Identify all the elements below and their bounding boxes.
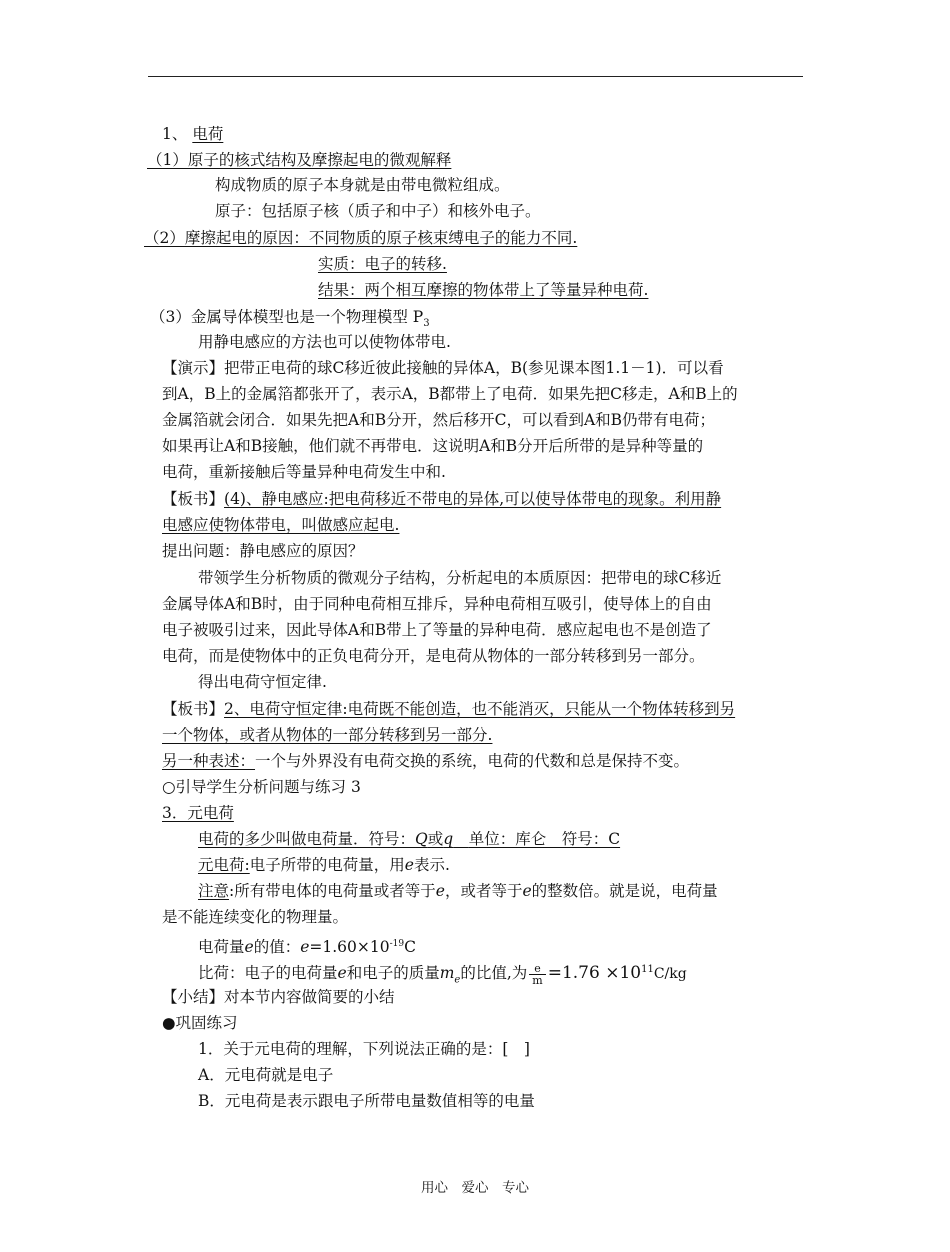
symbol-e: e — [337, 964, 347, 983]
section-1-title: （1）原子的核式结构及摩擦起电的微观解释 — [147, 151, 452, 169]
board-text: 2、电荷守恒定律:电荷既不能创造，也不能消灭，只能从一个物体转移到另 — [224, 700, 736, 718]
guide-line: ○引导学生分析问题与练习 3 — [162, 778, 361, 796]
fraction-numerator: e — [529, 963, 545, 975]
demo-text: 把带正电荷的球C移近彼此接触的异体A，B(参见课本图1.1－1)．可以看 — [224, 359, 724, 377]
exercise-title: ●巩固练习 — [162, 1014, 238, 1032]
elementary-charge-label: 元电荷: — [198, 856, 250, 874]
unit: C/kg — [653, 966, 687, 983]
symbol-e: e — [244, 938, 254, 957]
analysis-line-3: 电子被吸引过来，因此导体A和B带上了等量的异种电荷．感应起电也不是创造了 — [162, 621, 712, 639]
charge-definition — [198, 827, 620, 851]
analysis-line-2: 金属导体A和B时，由于同种电荷相互排斥，异种电荷相互吸引，使导体上的自由 — [162, 595, 712, 613]
demo-line-3: 金属箔就会闭合．如果先把A和B分开，然后移开C，可以看到A和B仍带有电荷； — [162, 411, 716, 429]
text: 和电子的质量 — [346, 964, 440, 983]
board-tag: 【板书】 — [162, 490, 225, 508]
section-3-line-1: 用静电感应的方法也可以使物体带电. — [198, 333, 451, 351]
symbol-e: e — [300, 938, 310, 957]
heading-1 — [162, 122, 223, 146]
symbol-e: e — [404, 856, 414, 874]
section-2-line-1: 实质：电子的转移. — [318, 255, 447, 273]
section-3-title-text: （3）金属导体模型也是一个物理模型 P — [150, 308, 424, 326]
board-text: (4)、静电感应:把电荷移近不带电的异体,可以使导体带电的现象。利用静 — [224, 490, 722, 508]
demo-line-4: 如果再让A和B接触，他们就不再带电．这说明A和B分开后所带的是异种等量的 — [162, 437, 704, 455]
note-line-2: 是不能连续变化的物理量。 — [162, 908, 349, 926]
fraction-denominator: m — [532, 973, 543, 987]
specific-charge-value: =1.76 ×10 — [547, 963, 642, 984]
exponent: -19 — [389, 939, 405, 949]
section-2-title: （2）摩擦起电的原因：不同物质的原子核束缚电子的能力不同. — [144, 229, 578, 247]
text: 的整数倍。就是说，电荷量 — [531, 882, 718, 900]
demo-tag: 【演示】 — [162, 359, 225, 377]
text: 比荷：电子的电荷量 — [198, 964, 338, 983]
text: 电子所带的电荷量，用 — [249, 856, 405, 874]
demo-line-2: 到A，B上的金属箔都张开了，表示A，B都带上了电荷．如果先把C移走，A和B上的 — [162, 385, 738, 403]
exponent: 11 — [641, 964, 654, 975]
board-tag: 【板书】 — [162, 700, 225, 718]
page-ref-subscript: 3 — [423, 318, 430, 330]
board-1-line-2: 电感应使物体带电，叫做感应起电. — [162, 516, 400, 534]
section-2-line-2: 结果：两个相互摩擦的物体带上了等量异种电荷. — [318, 281, 649, 299]
header-rule — [148, 76, 803, 77]
unit: C — [404, 938, 416, 957]
exercise-question-1: 1．关于元电荷的理解，下列说法正确的是：[ ] — [198, 1040, 530, 1058]
text: ，或者等于 — [444, 882, 523, 900]
alt-text: 一个与外界没有电荷交换的系统，电荷的代数和总是保持不变。 — [255, 752, 690, 770]
board-2-line-1 — [162, 697, 735, 721]
text: 电荷量 — [198, 938, 245, 957]
board-1-line-1 — [162, 487, 721, 511]
exercise-option-a: A．元电荷就是电子 — [198, 1066, 334, 1084]
text: :所有带电体的电荷量或者等于 — [229, 882, 436, 900]
analysis-line-4: 电荷，而是使物体中的正负电荷分开，是电荷从物体的一部分转移到另一部分。 — [162, 647, 705, 665]
heading-title: 电荷 — [192, 125, 224, 143]
section-1-line-1: 构成物质的原子本身就是由带电微粒组成。 — [215, 176, 510, 194]
summary-text: 对本节内容做简要的小结 — [224, 988, 395, 1006]
symbol-e: e — [522, 882, 532, 900]
analysis-line-1: 带领学生分析物质的微观分子结构，分析起电的本质原因：把带电的球C移近 — [198, 569, 722, 587]
text: 的比值,为 — [460, 964, 528, 983]
unit-text: 单位：库仑 符号：C — [468, 830, 621, 848]
symbol-e: e — [435, 882, 445, 900]
analysis-line-5: 得出电荷守恒定律. — [198, 673, 327, 691]
page-footer: 用心 爱心 专心 — [421, 1180, 529, 1196]
summary-tag: 【小结】 — [162, 988, 225, 1006]
symbol-Q: Q — [415, 830, 428, 848]
or-text: 或 — [427, 830, 444, 848]
question-line: 提出问题：静电感应的原因？ — [162, 542, 364, 560]
text: 的值： — [253, 938, 301, 957]
subscript-e: e — [454, 974, 461, 986]
charge-value: =1.60×10 — [309, 938, 390, 957]
note-line-1 — [198, 879, 718, 903]
symbol-q: q — [443, 830, 454, 848]
heading-number: 1、 — [162, 125, 188, 143]
summary-line — [162, 985, 395, 1009]
alt-statement — [162, 749, 689, 773]
alt-label: 另一种表述： — [162, 752, 256, 770]
symbol-m: m — [439, 964, 455, 983]
text: 表示. — [413, 856, 450, 874]
elementary-charge-line — [198, 853, 450, 877]
demo-line-1 — [162, 356, 724, 380]
charge-value-line — [198, 932, 416, 959]
board-2-line-2: 一个物体，或者从物体的一部分转移到另一部分. — [162, 726, 493, 744]
demo-line-5: 电荷，重新接触后等量异种电荷发生中和. — [162, 463, 446, 481]
charge-def-text: 电荷的多少叫做电荷量．符号： — [198, 830, 416, 848]
note-label: 注意 — [198, 882, 230, 900]
fraction-e-over-m — [529, 963, 545, 986]
exercise-option-b: B．元电荷是表示跟电子所带电量数值相等的电量 — [198, 1092, 535, 1110]
section-1-line-2: 原子：包括原子核（质子和中子）和核外电子。 — [215, 202, 541, 220]
heading-3: 3．元电荷 — [162, 804, 234, 822]
